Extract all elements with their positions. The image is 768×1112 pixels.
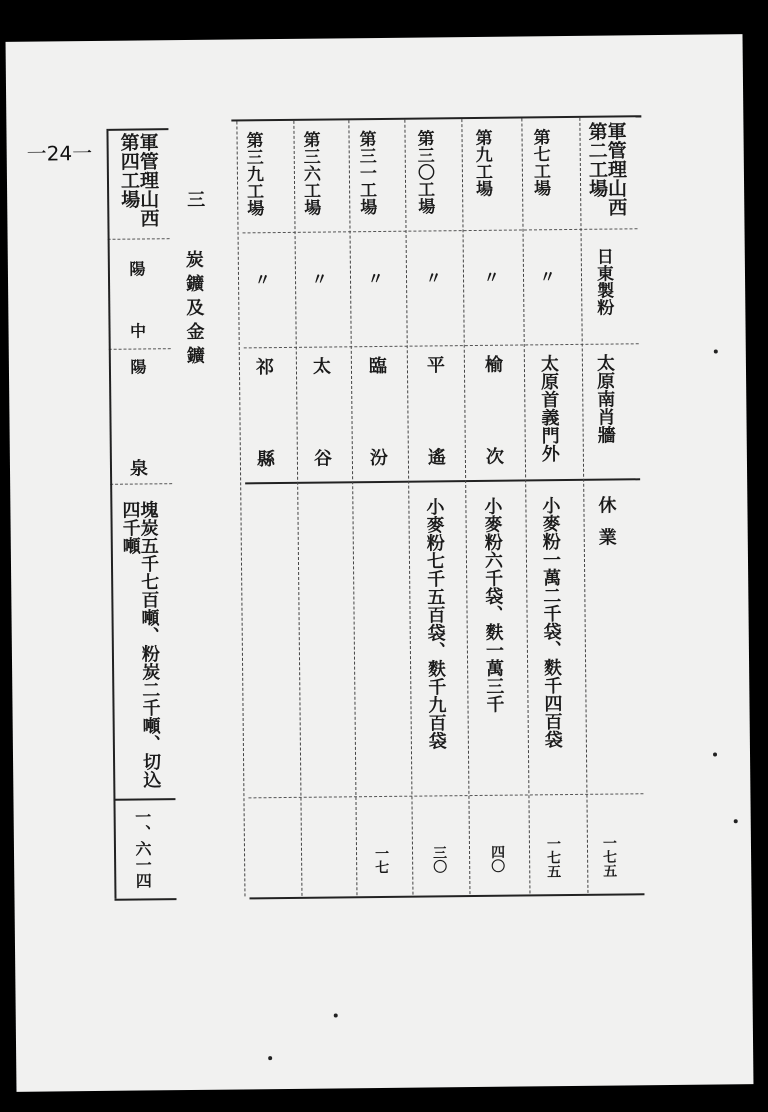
factory-name: 第三九工場 bbox=[242, 131, 264, 217]
mine-row-divider-4 bbox=[113, 798, 175, 801]
factory-address: 榆 bbox=[481, 354, 504, 373]
column-separator bbox=[404, 120, 413, 895]
factory-location: 縣 bbox=[253, 449, 275, 468]
table-bottom-rule bbox=[249, 893, 644, 899]
column-separator bbox=[348, 120, 357, 895]
company-ditto: 〃 bbox=[364, 269, 385, 287]
capacity-value: 三〇 bbox=[430, 845, 448, 874]
row-divider-2 bbox=[244, 343, 639, 348]
product-output: 休業 bbox=[595, 495, 617, 560]
company-name: 日東製粉 bbox=[592, 247, 614, 316]
column-separator bbox=[579, 118, 588, 893]
product-output: 小麥粉六千袋、麩一萬三千 bbox=[481, 496, 505, 713]
company-ditto: 〃 bbox=[251, 271, 272, 288]
mine-row-divider-3 bbox=[110, 483, 172, 485]
column-separator bbox=[461, 119, 470, 894]
product-output: 小麥粉七千五百袋、麩千九百袋 bbox=[423, 497, 447, 750]
factory-name: 第七工場 bbox=[529, 128, 551, 197]
factory-location: 谷 bbox=[310, 448, 332, 467]
factory-name: 第三一工場 bbox=[355, 130, 377, 216]
section-number: 三 bbox=[184, 189, 206, 209]
capacity-value: 一七 bbox=[372, 845, 390, 875]
factory-address: 太 bbox=[309, 356, 332, 375]
capacity-value: 一七五 bbox=[600, 835, 618, 878]
scan-speck bbox=[268, 1056, 272, 1060]
capacity-value: 四〇 bbox=[488, 844, 506, 873]
mine-address-2: 陽 bbox=[127, 358, 148, 375]
capacity-value: 一七五 bbox=[544, 836, 562, 879]
row-divider-4 bbox=[248, 793, 643, 798]
mine-product-output: 塊炭五千七百噸、粉炭二千噸、切込四千噸 bbox=[119, 500, 162, 789]
mine-name: 軍管理山西第四工場 bbox=[117, 132, 160, 228]
company-ditto: 〃 bbox=[536, 268, 557, 285]
row-divider-3 bbox=[245, 478, 640, 484]
factory-address: 太原首義門外 bbox=[537, 354, 560, 463]
company-ditto: 〃 bbox=[308, 270, 329, 287]
scan-speck bbox=[334, 1013, 338, 1017]
factory-address: 太原南肖牆 bbox=[593, 353, 616, 444]
scan-speck bbox=[714, 349, 718, 353]
factory-address: 臨 bbox=[365, 355, 388, 375]
mine-row-divider-2 bbox=[109, 348, 171, 350]
document-page bbox=[6, 34, 754, 1092]
mine-table-bottom-rule bbox=[115, 898, 177, 901]
section-title: 炭鑛及金鑛 bbox=[182, 249, 205, 371]
factory-address: 祁 bbox=[252, 357, 275, 376]
factory-location: 汾 bbox=[366, 447, 388, 467]
mine-address: 中 bbox=[127, 322, 147, 339]
factory-location: 次 bbox=[482, 446, 504, 465]
factory-name: 第三六工場 bbox=[299, 130, 321, 216]
factory-name: 第三〇工場 bbox=[413, 129, 435, 215]
factory-name: 第九工場 bbox=[471, 128, 493, 198]
product-output: 小麥粉一萬二千袋、麩千四百袋 bbox=[539, 496, 563, 749]
column-separator bbox=[521, 118, 530, 893]
page-number-tag: 一24一 bbox=[26, 140, 93, 166]
column-separator bbox=[293, 121, 302, 896]
scan-speck bbox=[713, 752, 717, 756]
factory-name: 軍管理山西第二工場 bbox=[585, 121, 628, 217]
mine-company: 陽 bbox=[126, 260, 146, 277]
table-left-rule bbox=[236, 121, 245, 896]
mine-table-top-rule bbox=[108, 128, 168, 131]
mine-row-divider-1 bbox=[108, 238, 170, 240]
factory-address: 平 bbox=[423, 355, 446, 374]
mine-table-left-rule bbox=[106, 129, 116, 899]
mine-location: 泉 bbox=[126, 458, 149, 477]
factory-location: 遙 bbox=[424, 447, 446, 466]
scan-speck bbox=[734, 819, 738, 823]
company-ditto: 〃 bbox=[480, 268, 501, 285]
mine-capacity-value: 一、六一四 bbox=[132, 808, 153, 889]
company-ditto: 〃 bbox=[422, 269, 443, 286]
row-divider-1 bbox=[243, 228, 638, 233]
